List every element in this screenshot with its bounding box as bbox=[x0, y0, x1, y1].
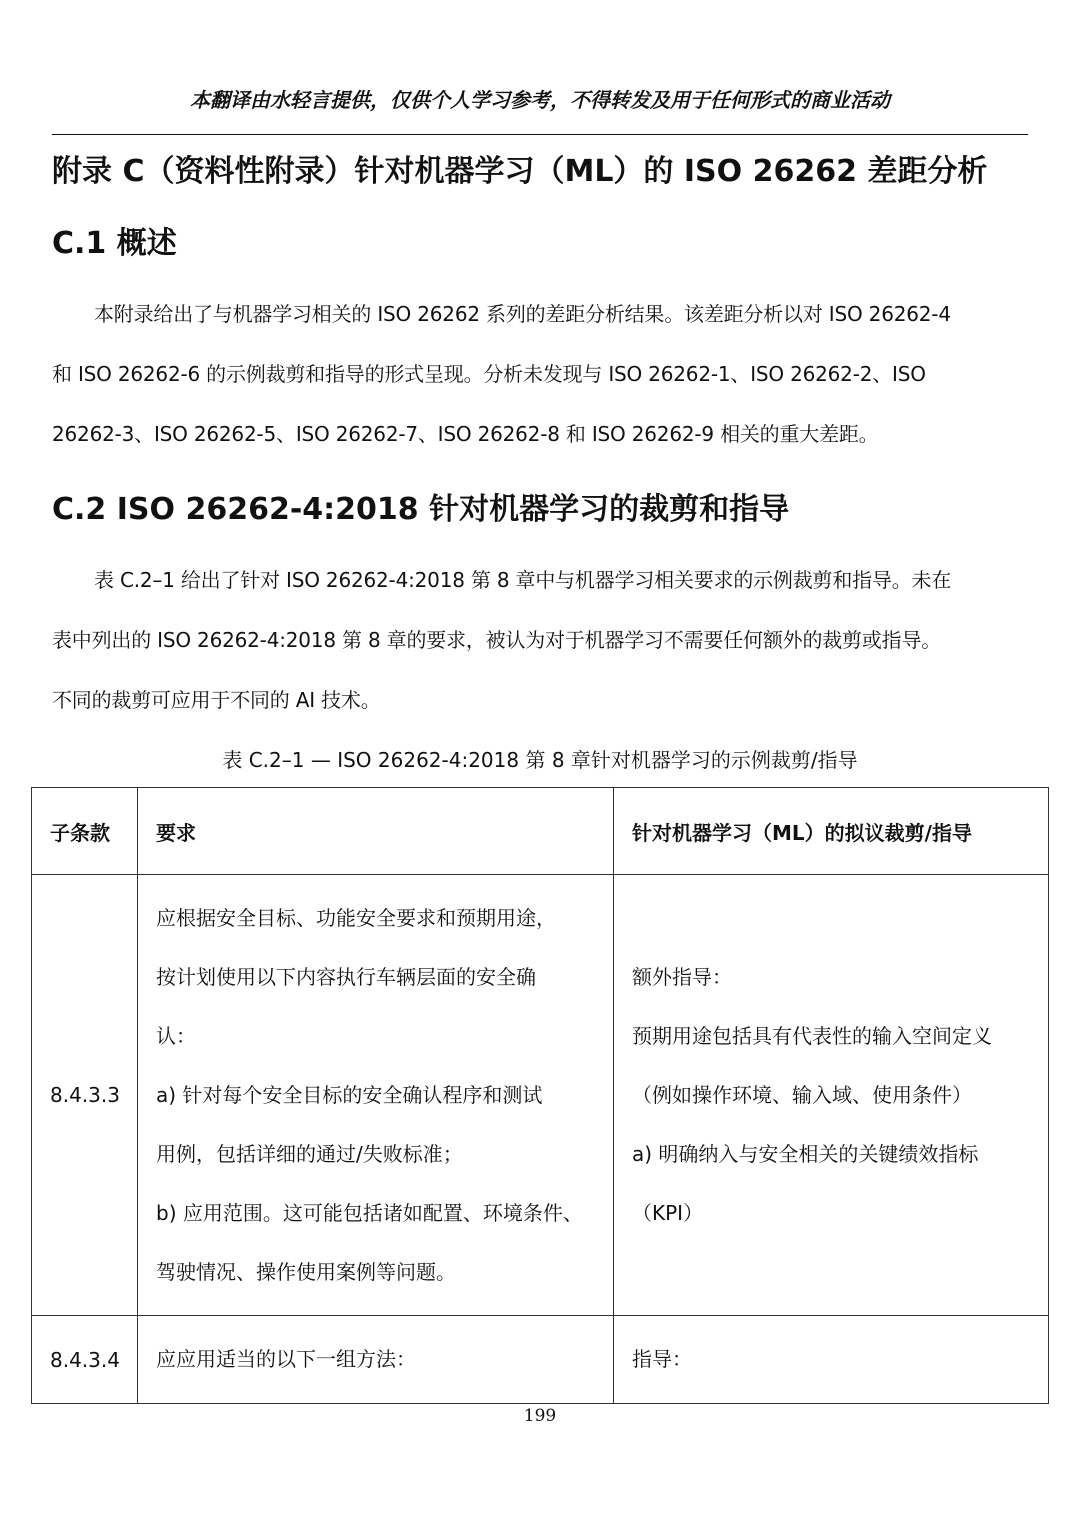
header-disclaimer: 本翻译由水轻言提供，仅供个人学习参考，不得转发及用于任何形式的商业活动 bbox=[190, 88, 890, 112]
guidance-line: 预期用途包括具有代表性的输入空间定义 bbox=[632, 1023, 992, 1048]
header-divider bbox=[52, 134, 1028, 135]
guidance-line: （例如操作环境、输入域、使用条件） bbox=[632, 1082, 972, 1107]
requirement-cell bbox=[138, 875, 614, 1316]
table-row bbox=[32, 875, 1049, 1316]
table-row bbox=[32, 1316, 1049, 1404]
paragraph-line: 表中列出的 ISO 26262-4:2018 第 8 章的要求，被认为对于机器学习不需要任何额外的裁剪或指导。 bbox=[52, 628, 942, 652]
guidance-cell bbox=[614, 1316, 1049, 1404]
clause-number: 8.4.3.3 bbox=[32, 875, 138, 1316]
requirement-line: 应应用适当的以下一组方法： bbox=[156, 1347, 416, 1371]
section-c1-paragraph bbox=[52, 284, 1012, 464]
table-header-row bbox=[32, 788, 1049, 875]
guidance-line: 指导： bbox=[632, 1347, 692, 1371]
section-c2-paragraph bbox=[52, 550, 1012, 730]
requirements-table bbox=[31, 787, 1049, 1404]
table-caption: 表 C.2–1 — ISO 26262-4:2018 第 8 章针对机器学习的示例裁剪/指导 bbox=[222, 748, 858, 772]
paragraph-line: 表 C.2–1 给出了针对 ISO 26262-4:2018 第 8 章中与机器学习相关要求的示例裁剪和指导。未在 bbox=[94, 568, 952, 592]
guidance-line: （KPI） bbox=[632, 1200, 704, 1225]
header-clause: 子条款 bbox=[32, 788, 138, 875]
requirement-line: 按计划使用以下内容执行车辆层面的安全确 bbox=[156, 964, 536, 989]
guidance-cell bbox=[614, 875, 1049, 1316]
section-c2-heading: C.2 ISO 26262-4:2018 针对机器学习的裁剪和指导 bbox=[52, 492, 790, 527]
requirement-line: 应根据安全目标、功能安全要求和预期用途， bbox=[156, 905, 556, 930]
requirement-line: a) 针对每个安全目标的安全确认程序和测试 bbox=[156, 1082, 543, 1107]
paragraph-line: 不同的裁剪可应用于不同的 AI 技术。 bbox=[52, 688, 381, 712]
requirement-line: 用例，包括详细的通过/失败标准； bbox=[156, 1141, 463, 1166]
header-requirement: 要求 bbox=[138, 788, 614, 875]
requirement-line: 认： bbox=[156, 1023, 196, 1048]
guidance-line: a) 明确纳入与安全相关的关键绩效指标 bbox=[632, 1141, 979, 1166]
section-c1-heading: C.1 概述 bbox=[52, 226, 177, 261]
paragraph-line: 26262-3、ISO 26262-5、ISO 26262-7、ISO 26262-8 和 ISO 26262-9 相关的重大差距。 bbox=[52, 422, 879, 446]
paragraph-line: 本附录给出了与机器学习相关的 ISO 26262 系列的差距分析结果。该差距分析以对 ISO 26262-4 bbox=[94, 302, 951, 326]
clause-number: 8.4.3.4 bbox=[32, 1316, 138, 1404]
paragraph-line: 和 ISO 26262-6 的示例裁剪和指导的形式呈现。分析未发现与 ISO 26262-1、ISO 26262-2、ISO bbox=[52, 362, 926, 386]
appendix-title: 附录 C（资料性附录）针对机器学习（ML）的 ISO 26262 差距分析 bbox=[52, 154, 988, 189]
requirement-line: 驾驶情况、操作使用案例等问题。 bbox=[156, 1259, 456, 1284]
header-guidance: 针对机器学习（ML）的拟议裁剪/指导 bbox=[614, 788, 1049, 875]
requirement-line: b) 应用范围。这可能包括诸如配置、环境条件、 bbox=[156, 1200, 583, 1225]
requirement-cell bbox=[138, 1316, 614, 1404]
guidance-line: 额外指导： bbox=[632, 964, 732, 989]
page-number: 199 bbox=[523, 1406, 557, 1426]
